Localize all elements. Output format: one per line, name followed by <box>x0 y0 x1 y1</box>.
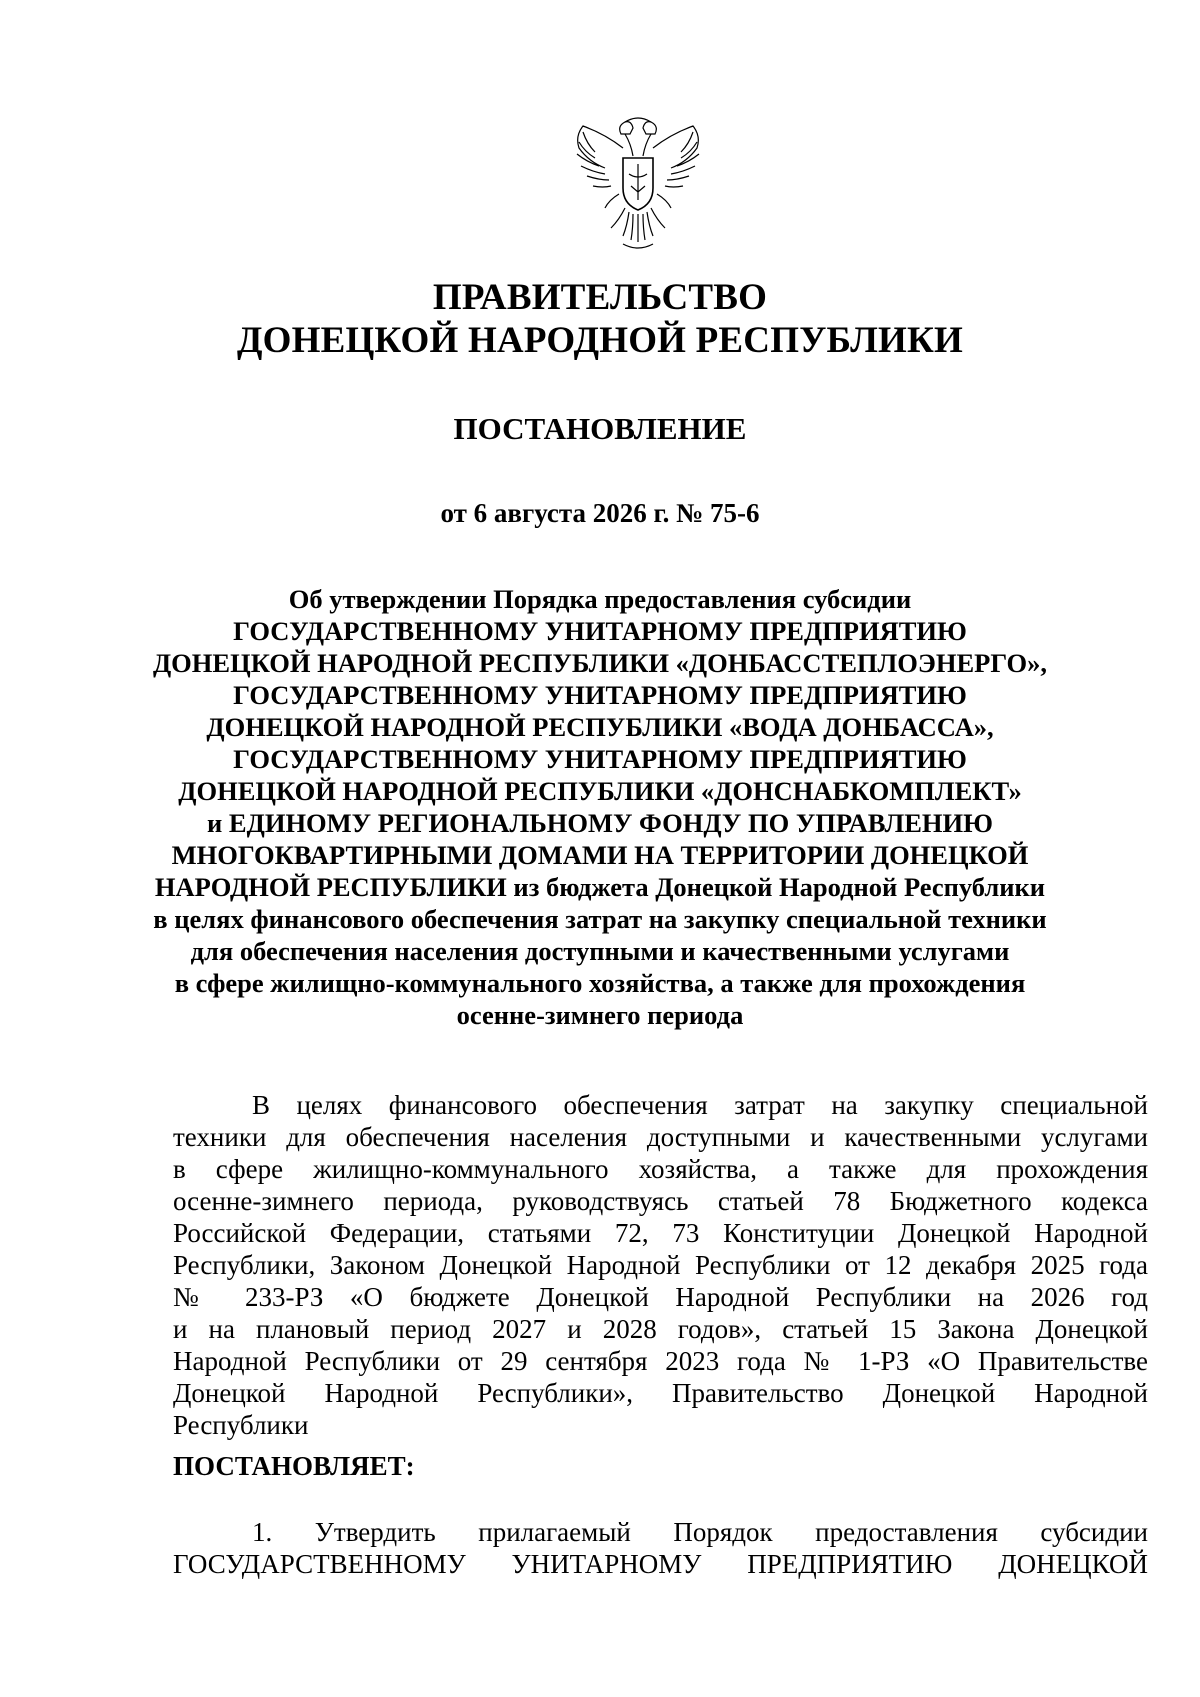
resolves-heading: ПОСТАНОВЛЯЕТ: <box>173 1451 415 1481</box>
title-line: ГОСУДАРСТВЕННОМУ УНИТАРНОМУ ПРЕДПРИЯТИЮ <box>233 680 967 710</box>
title-line: ДОНЕЦКОЙ НАРОДНОЙ РЕСПУБЛИКИ «ВОДА ДОНБАССА», <box>206 712 994 742</box>
coat-of-arms-icon <box>563 112 713 262</box>
document-date-number: от 6 августа 2026 г. № 75-6 <box>440 498 760 528</box>
organization-name-line1: ПРАВИТЕЛЬСТВО <box>432 277 768 318</box>
preamble-line: № 233-РЗ «О бюджете Донецкой Народной Республики на 2026 год <box>173 1282 1148 1312</box>
title-line: НАРОДНОЙ РЕСПУБЛИКИ из бюджета Донецкой Народной Республики <box>154 872 1046 902</box>
preamble-line: Республики, Законом Донецкой Народной Республики от 12 декабря 2025 года <box>173 1250 1148 1280</box>
preamble-line: Донецкой Народной Республики», Правительство Донецкой Народной <box>173 1378 1148 1408</box>
preamble-paragraph <box>173 1089 1148 1441</box>
item-1-paragraph <box>173 1516 1148 1580</box>
preamble-line: Народной Республики от 29 сентября 2023 года № 1-РЗ «О Правительстве <box>173 1346 1148 1376</box>
document-title <box>150 583 1050 1031</box>
item-1-line: 1. Утвердить прилагаемый Порядок предоставления субсидии <box>252 1517 1148 1547</box>
preamble-line: Республики <box>173 1410 309 1440</box>
preamble-line: в сфере жилищно-коммунального хозяйства, а также для прохождения <box>173 1154 1148 1184</box>
title-line: ГОСУДАРСТВЕННОМУ УНИТАРНОМУ ПРЕДПРИЯТИЮ <box>233 744 967 774</box>
title-line: ГОСУДАРСТВЕННОМУ УНИТАРНОМУ ПРЕДПРИЯТИЮ <box>233 616 967 646</box>
organization-name-line2: ДОНЕЦКОЙ НАРОДНОЙ РЕСПУБЛИКИ <box>236 320 964 361</box>
preamble-line: и на плановый период 2027 и 2028 годов», статьей 15 Закона Донецкой <box>173 1314 1148 1344</box>
title-line: в сфере жилищно-коммунального хозяйства, а также для прохождения <box>174 968 1026 998</box>
title-line: в целях финансового обеспечения затрат на закупку специальной техники <box>153 904 1047 934</box>
title-line: осенне-зимнего периода <box>456 1000 744 1030</box>
title-line: ДОНЕЦКОЙ НАРОДНОЙ РЕСПУБЛИКИ «ДОНБАССТЕПЛОЭНЕРГО», <box>152 648 1048 678</box>
title-line: для обеспечения населения доступными и качественными услугами <box>190 936 1010 966</box>
document-type: ПОСТАНОВЛЕНИЕ <box>453 411 747 446</box>
title-line: МНОГОКВАРТИРНЫМИ ДОМАМИ НА ТЕРРИТОРИИ ДОНЕЦКОЙ <box>171 840 1029 870</box>
title-line: Об утверждении Порядка предоставления субсидии <box>288 584 912 614</box>
preamble-line: В целях финансового обеспечения затрат на закупку специальной <box>252 1090 1148 1120</box>
preamble-line: техники для обеспечения населения доступными и качественными услугами <box>173 1122 1148 1152</box>
preamble-line: осенне-зимнего периода, руководствуясь статьей 78 Бюджетного кодекса <box>173 1186 1148 1216</box>
title-line: и ЕДИНОМУ РЕГИОНАЛЬНОМУ ФОНДУ ПО УПРАВЛЕНИЮ <box>207 808 993 838</box>
item-1-line: ГОСУДАРСТВЕННОМУ УНИТАРНОМУ ПРЕДПРИЯТИЮ ДОНЕЦКОЙ <box>173 1549 1148 1579</box>
preamble-line: Российской Федерации, статьями 72, 73 Конституции Донецкой Народной <box>173 1218 1148 1248</box>
title-line: ДОНЕЦКОЙ НАРОДНОЙ РЕСПУБЛИКИ «ДОНСНАБКОМПЛЕКТ» <box>178 776 1022 806</box>
